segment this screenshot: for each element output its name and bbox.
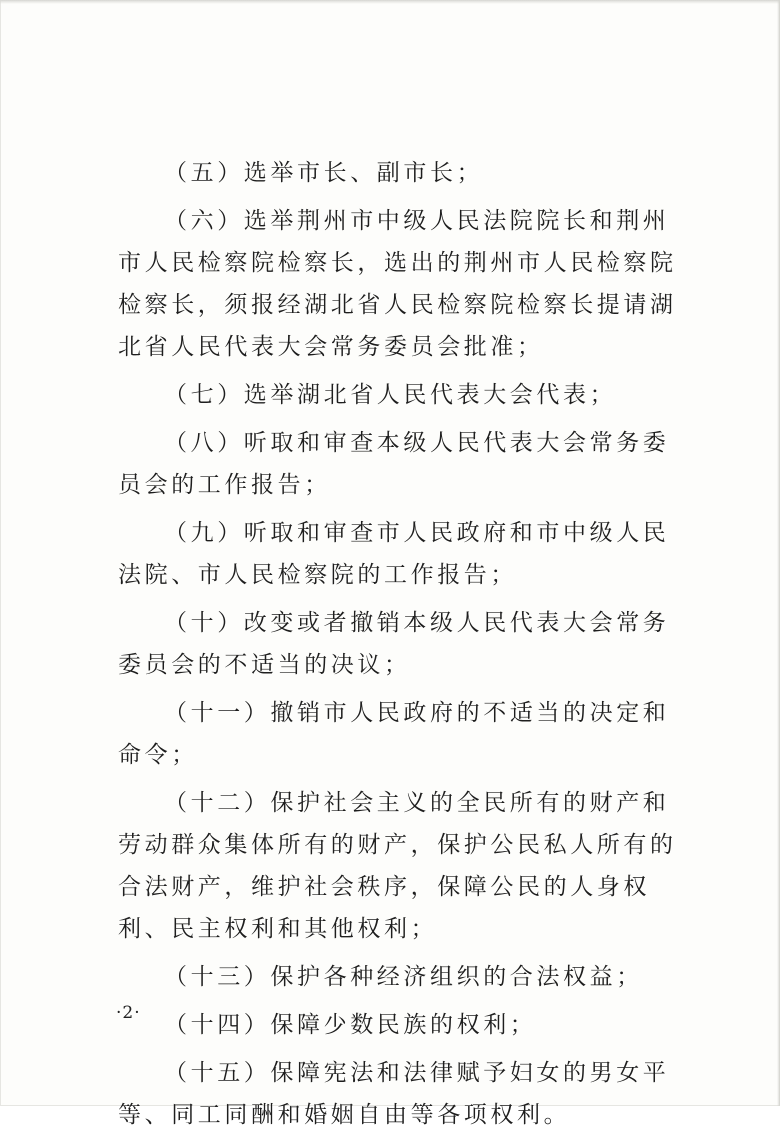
paragraph-item-5: （五）选举市长、副市长； [164, 160, 484, 186]
paragraph-item-9: （九）听取和审查市人民政府和市中级人民法院、市人民检察院的工作报告； [118, 520, 670, 588]
paragraph-item-12: （十二）保护社会主义的全民所有的财产和劳动群众集体所有的财产，保护公民私人所有的合法财产，维护社会秩序，保障公民的人身权利、民主权利和其他权利； [118, 790, 677, 942]
paragraph-item-15: （十五）保障宪法和法律赋予妇女的男女平等、同工同酬和婚姻自由等各项权利。 [118, 1060, 670, 1128]
paragraph-item-6: （六）选举荆州市中级人民法院院长和荆州市人民检察院检察长，选出的荆州市人民检察院检察长，须报经湖北省人民检察院检察长提请湖北省人民代表大会常务委员会批准； [118, 208, 677, 360]
document-body [118, 152, 693, 1142]
page-top-edge [0, 0, 780, 4]
paragraph-item-7: （七）选举湖北省人民代表大会代表； [164, 382, 617, 408]
paragraph-item-11: （十一）撤销市人民政府的不适当的决定和命令； [118, 700, 670, 768]
paragraph-item-13: （十三）保护各种经济组织的合法权益； [164, 964, 643, 990]
page-number: ·2· [116, 1003, 141, 1023]
paragraph-item-14: （十四）保障少数民族的权利； [164, 1012, 537, 1038]
paragraph-item-8: （八）听取和审查本级人民代表大会常务委员会的工作报告； [118, 430, 670, 498]
paragraph-item-10: （十）改变或者撤销本级人民代表大会常务委员会的不适当的决议； [118, 610, 670, 678]
